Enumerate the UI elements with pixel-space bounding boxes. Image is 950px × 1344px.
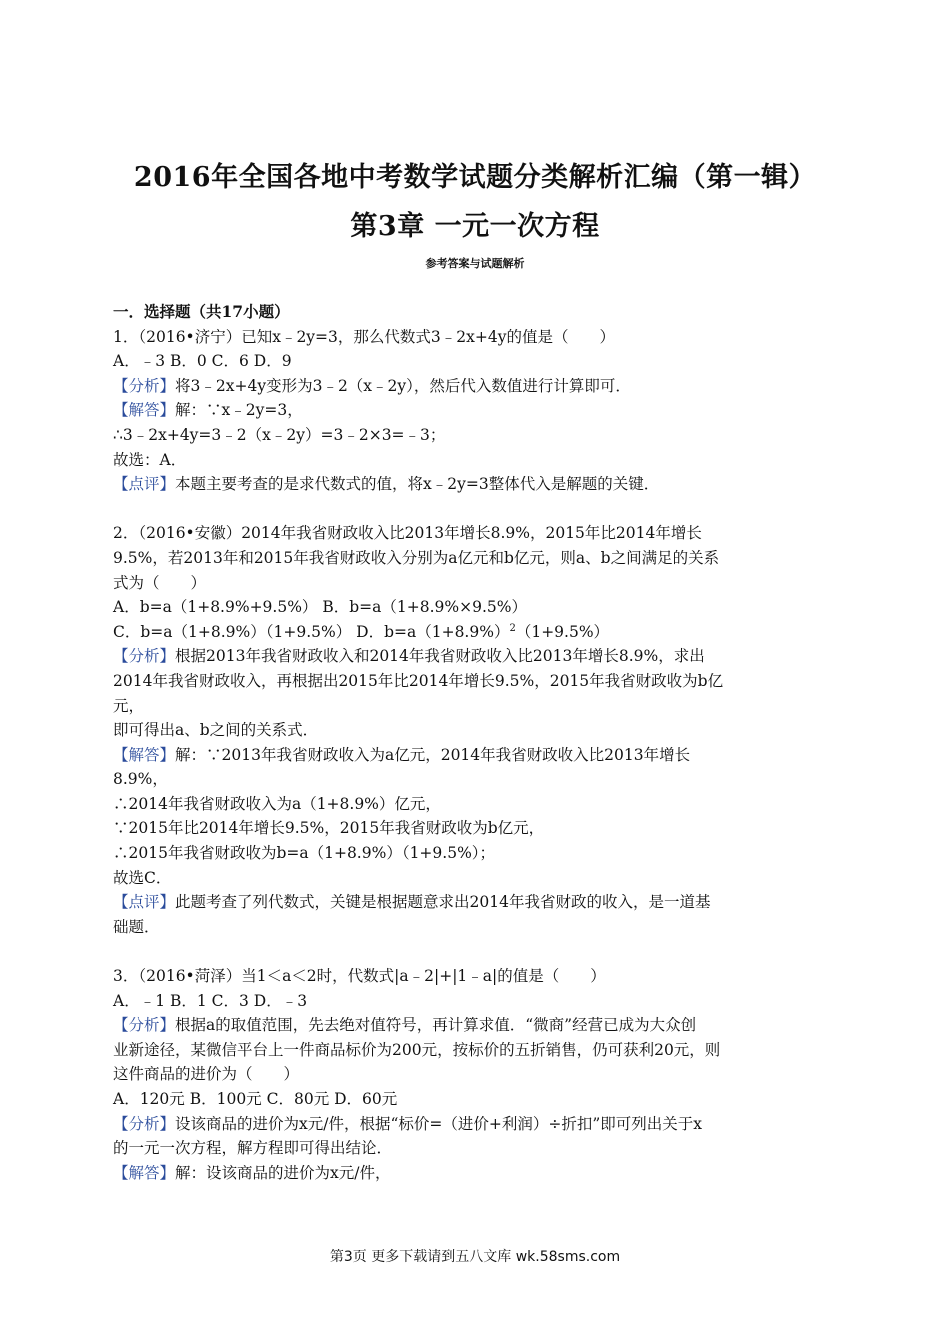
q3-solution-text: 解：设该商品的进价为x元/件， <box>175 1163 391 1182</box>
analysis-tag: 【分析】 <box>113 647 176 666</box>
q2-analysis-line3: 元， <box>113 696 145 715</box>
q2-analysis-line4: 即可得出a、b之间的关系式． <box>113 721 319 740</box>
q2-stem-line3: 式为（ ） <box>113 573 207 592</box>
q1-options: A．﹣3 B．0 C．6 D．9 <box>113 352 292 371</box>
section-heading: 一．选择题（共17小题） <box>113 302 290 321</box>
q2-choice: 故选C． <box>113 868 172 887</box>
document-body <box>113 300 848 1185</box>
q3-analysis-line2: 业新途径，某微信平台上一件商品标价为200元，按标价的五折销售，仍可获利20元，则 <box>113 1040 721 1059</box>
q2-options-cd <box>113 620 848 645</box>
page-subtitle: 参考答案与试题解析 <box>425 257 525 270</box>
q1-review <box>113 472 848 497</box>
q1-review-text: 本题主要考查的是求代数式的值，将x﹣2y=3整体代入是解题的关键． <box>175 475 660 494</box>
q1-solution <box>113 398 848 423</box>
q3-options-2: A．120元 B．100元 C．80元 D．60元 <box>113 1090 398 1108</box>
spacer <box>113 497 848 522</box>
q2-solution-text: 解：∵2013年我省财政收入为a亿元，2014年我省财政收入比2013年增长 <box>175 745 691 764</box>
q3-analysis-line5: 的一元一次方程，解方程即可得出结论． <box>113 1139 393 1158</box>
q3-analysis-text: 根据a的取值范围，先去绝对值符号，再计算求值．“微商”经营已成为大众创 <box>175 1016 697 1035</box>
q2-stem-line1: 2．（2016•安徽）2014年我省财政收入比2013年增长8.9%，2015年比2014年增长 <box>113 524 702 543</box>
q2-solution-line1 <box>113 743 848 768</box>
q1-step1: ∴3﹣2x+4y=3﹣2（x﹣2y）=3﹣2×3=﹣3； <box>113 425 446 444</box>
page-title: 2016年全国各地中考数学试题分类解析汇编（第一辑） <box>133 162 817 193</box>
analysis-tag: 【分析】 <box>113 1114 176 1133</box>
q2-options-cd-text: C．b=a（1+8.9%）（1+9.5%） D．b=a（1+8.9%） <box>113 622 510 641</box>
analysis-tag: 【分析】 <box>113 1016 176 1035</box>
q1-stem: 1．（2016•济宁）已知x﹣2y=3，那么代数式3﹣2x+4y的值是（ ） <box>113 327 615 346</box>
chapter-title: 第3章 一元一次方程 <box>350 211 600 242</box>
q1-solution-text: 解：∵x﹣2y=3， <box>175 401 303 420</box>
q3-options: A．﹣1 B．1 C．3 D．﹣3 <box>113 991 308 1010</box>
review-tag: 【点评】 <box>113 893 176 912</box>
q1-analysis <box>113 374 848 399</box>
page-footer: 第3页 更多下载请到五八文库 wk.58sms.com <box>329 1249 621 1265</box>
q2-analysis-line1 <box>113 644 848 669</box>
q2-analysis-line2: 2014年我省财政收入，再根据出2015年比2014年增长9.5%，2015年我省财政收为b亿 <box>113 671 724 690</box>
q2-review-line2: 础题． <box>113 917 160 936</box>
q2-option-d-tail: （1+9.5%） <box>515 622 610 641</box>
q2-option-d-exponent: 2 <box>509 622 516 634</box>
q3-analysis-text-2: 设该商品的进价为x元/件，根据“标价=（进价+利润）÷折扣”即可列出关于x <box>175 1114 703 1133</box>
q2-review-text: 此题考查了列代数式，关键是根据题意求出2014年我省财政的收入，是一道基 <box>175 893 711 912</box>
q2-step3: ∴2015年我省财政收为b=a（1+8.9%）（1+9.5%）； <box>113 844 496 863</box>
q2-step1: ∴2014年我省财政收入为a（1+8.9%）亿元， <box>113 794 441 813</box>
q2-stem-line2: 9.5%，若2013年和2015年我省财政收入分别为a亿元和b亿元，则a、b之间满足的关系 <box>113 548 720 567</box>
solution-tag: 【解答】 <box>113 401 176 420</box>
analysis-tag: 【分析】 <box>113 376 176 395</box>
q2-step2: ∵2015年比2014年增长9.5%，2015年我省财政收为b亿元， <box>113 819 545 838</box>
spacer <box>113 939 848 964</box>
q2-review-line1 <box>113 890 848 915</box>
q3-stem: 3．（2016•菏泽）当1＜a＜2时，代数式|a﹣2|+|1﹣a|的值是（ ） <box>113 967 606 986</box>
q2-analysis-text: 根据2013年我省财政收入和2014年我省财政收入比2013年增长8.9%，求出 <box>175 647 705 666</box>
q3-analysis-line4 <box>113 1112 848 1137</box>
q3-solution <box>113 1161 848 1186</box>
q1-choice: 故选：A． <box>113 450 187 469</box>
q3-analysis-line3: 这件商品的进价为（ ） <box>113 1065 300 1084</box>
q1-analysis-text: 将3﹣2x+4y变形为3﹣2（x﹣2y），然后代入数值进行计算即可． <box>175 376 631 395</box>
solution-tag: 【解答】 <box>113 1163 176 1182</box>
q2-solution-line2: 8.9%， <box>113 770 168 789</box>
q3-analysis-line1 <box>113 1013 848 1038</box>
review-tag: 【点评】 <box>113 475 176 494</box>
solution-tag: 【解答】 <box>113 745 176 764</box>
q2-options-ab: A．b=a（1+8.9%+9.5%） B．b=a（1+8.9%×9.5%） <box>113 598 527 617</box>
